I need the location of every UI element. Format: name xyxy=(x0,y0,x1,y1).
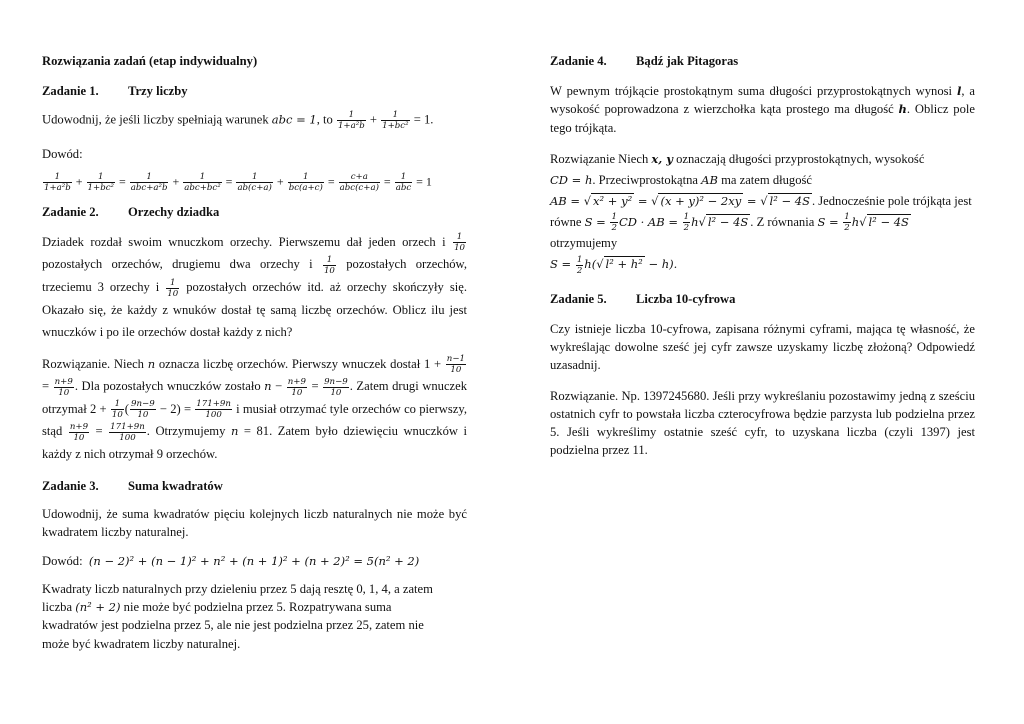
problem-1-statement: Udowodnij, że jeśli liczby spełniają warunek abc = 1, to $\frac{1}{\text{1+a²b}}$ + $\frac{1}{\text{1+bc²}}$ = 1. xyxy=(42,110,434,132)
problem-3-text-2b: nie może być podzielna przez 5. Rozpatrywana suma xyxy=(123,600,392,615)
problem-3-proof-formula: (n − 2)² + (n − 1)² + n² + (n + 1)² + (n + 2)² = 5(n² + 2) xyxy=(88,553,420,568)
problem-5-heading xyxy=(550,290,975,308)
problem-4-formula-cd: CD = h xyxy=(550,172,593,187)
problem-2-solution-text-3b: i musiał otrzymać tyle orzechów xyxy=(236,401,401,416)
problem-2-solution-text-4b: . Otrzymujemy xyxy=(146,424,226,439)
problem-2-text: Dziadek rozdał swoim wnuczkom orzechy. Pierwszemu dał jeden orzech i xyxy=(42,234,446,249)
problem-2-text-4: trzeciemu 3 orzechy i xyxy=(42,280,160,295)
problem-2-text-3: pozostałych orzechów, xyxy=(346,257,467,272)
problem-3-heading xyxy=(42,477,467,495)
problem-4-solution-text-2b: ma zatem długość xyxy=(721,172,813,187)
problem-3-number: Zadanie 3. xyxy=(42,479,99,494)
problem-2-solution-text-2: . Dla pozostałych wnuczków zostało xyxy=(74,379,261,394)
problem-4-solution: Rozwiązanie Niech x, y oznaczają długości przyprostokątnych, wysokość CD = h. Przeciwprostokątna AB ma zatem długość AB = √ x² + y² = √ (x + y)² − 2xy = √ l² − 4S . Jednocześnie pole trójkąta jest równe S = $\frac{1}{2}$ CD · AB = $\frac{1}{2}$ h√ l² − 4S . Z równania S = $\frac{1}{2}$ h√ l² − 4S otrzymujemy S = $\frac{1}{2}$ h(√ l² + h² − h). xyxy=(550,151,972,276)
problem-4-var-l: l xyxy=(956,84,962,99)
problem-2-solution-text-4: co pierwszy, stąd xyxy=(42,401,467,439)
problem-4-solution-text-3b: . Jednocześnie pole trójkąta jest xyxy=(811,193,972,208)
problem-4-solution-text-2: . Przeciwprostokątna xyxy=(592,172,698,187)
left-column xyxy=(42,52,467,653)
problem-3-text-4: może być kwadratem liczby naturalnej. xyxy=(42,636,241,651)
problem-5-statement: Czy istnieje liczba 10-cyfrowa, zapisana różnymi cyframi, mająca tę własność, że wykreślając dowolne sześć jej cyfr zawsze uzyskamy liczbę złożoną? Odpowiedź uzasadnij. xyxy=(550,322,975,373)
problem-1-text: Udowodnij, że jeśli liczby spełniają warunek xyxy=(42,112,269,127)
fraction: $\frac{1}{\text{1+a²b}}$ xyxy=(337,110,365,132)
document-title: Rozwiązania zadań (etap indywidualny) xyxy=(42,54,258,68)
problem-4-solution-text-b: oznaczają długości przyprostokątnych, wysokość xyxy=(676,151,925,166)
problem-3-name: Suma kwadratów xyxy=(128,479,223,494)
problem-2-number: Zadanie 2. xyxy=(42,204,99,219)
problem-3-proof xyxy=(42,552,467,570)
problem-4-solution-text-4a: równe xyxy=(550,214,582,229)
problem-4-solution-text-4b: . Z równania xyxy=(750,214,815,229)
problem-2-heading xyxy=(42,203,467,221)
problem-4-solution-text-4c: otrzymujemy xyxy=(550,236,618,251)
problem-1-text-b: , to xyxy=(316,112,333,127)
problem-3-text-2a: liczba xyxy=(42,600,73,615)
problem-5-name: Liczba 10-cyfrowa xyxy=(636,291,736,306)
problem-2-solution: Rozwiązanie. Niech n oznacza liczbę orzechów. Pierwszy wnuczek dostał 1 + $\frac{n-1}{10}$ = $\frac{n+9}{10}$ . Dla pozostałych wnuczków zostało n − $\frac{n+9}{10}$ = $\frac{9n-9}{10}$ . Zatem drugi wnuczek otrzymał 2 + $\frac{1}{10}$ ( $\frac{9n-9}{10}$ − 2) = $\frac{171+9n}{100}$ i musiał otrzymać tyle orzechów co pierwszy, stąd $\frac{n+9}{10}$ = $\frac{171+9n}{100}$ . Otrzymujemy n = 81. Zatem było dziewięciu wnuczków i każdy z nich otrzymał 9 orzechów. xyxy=(42,354,468,462)
problem-2-text-5: pozostałych orzechów itd. aż orzechy skończyły się. Okazało się, że każdy z wnuków dostał tę samą liczbę orzechów. Oblicz ilu jest wnuczków i po ile orzechów dostał każdy z nich? xyxy=(42,280,467,339)
problem-2-solution-text-5: wnuczków i każdy z nich otrzymał 9 orzechów. xyxy=(42,424,468,462)
problem-2-name: Orzechy dziadka xyxy=(128,204,220,219)
problem-2-solution-text-2b: . Zatem drugi xyxy=(349,379,419,394)
problem-4-number: Zadanie 4. xyxy=(550,54,607,68)
problem-2-solution-text-4c: . Zatem było dziewięciu xyxy=(269,424,398,439)
problem-3-text-3: kwadratów jest podzielna przez 5, ale nie jest podzielna przez 25, zatem nie xyxy=(42,618,424,633)
problem-1-proof-label: Dowód: xyxy=(42,147,83,162)
problem-1-condition: abc = 1 xyxy=(271,112,317,127)
problem-4-var-ab: AB xyxy=(701,172,718,187)
problem-2-solution-text-b: oznacza liczbę orzechów. Pierwszy wnuczek dostał xyxy=(158,356,421,371)
problem-4-text: W pewnym trójkącie prostokątnym suma długości przyprostokątnych wynosi xyxy=(550,84,953,99)
problem-4-statement xyxy=(550,82,975,137)
problem-4-var-h: h xyxy=(898,102,907,117)
problem-3-statement: Udowodnij, że suma kwadratów pięciu kolejnych liczb naturalnych nie może być kwadratem liczby naturalnej. xyxy=(42,507,467,540)
problem-4-text-b: , a wysokość poprowadzona z wierzchołka kąta prostego ma długość xyxy=(550,84,975,117)
problem-1-proof: $\frac{1}{\text{1+a²b}}$ + $\frac{1}{\text{1+bc²}}$ = 1 abc+a²b + 1 abc+bc² = $\frac{1}{ab(c+a)}$ + $\frac{1}{bc(a+c)}$ = c+a abc(c+a) = 1 abc = 1 xyxy=(44,171,432,193)
problem-2-text-2: pozostałych orzechów, drugiemu dwa orzechy i xyxy=(42,257,313,272)
problem-3-text-2 xyxy=(42,598,467,616)
problem-3-text-2-formula: (n² + 2) xyxy=(75,600,121,615)
problem-1-name: Trzy liczby xyxy=(128,84,188,99)
fraction: $\frac{1}{\text{1+bc²}}$ xyxy=(382,110,409,132)
problem-3-proof-label: Dowód: xyxy=(42,553,83,568)
problem-4-vars: x, y xyxy=(651,151,673,166)
problem-1-number: Zadanie 1. xyxy=(42,84,99,99)
problem-2-solution-text: Rozwiązanie. Niech xyxy=(42,356,144,371)
problem-4-name: Bądź jak Pitagoras xyxy=(636,54,739,68)
problem-1-heading xyxy=(42,82,467,100)
right-column xyxy=(550,52,975,459)
problem-5-solution: Rozwiązanie. Np. 1397245680. Jeśli przy wykreślaniu pozostawimy jedną z sześciu ostatnich cyfr to powstała liczba czterocyfrowa będzie parzysta lub podzielna przez 5. Jeśli wykreślimy ostatnie sześć cyfr, to uzyskana liczba (czyli 1397) jest podzielna przez 11. xyxy=(550,388,975,458)
problem-2-solution-text-3: wnuczek otrzymał xyxy=(42,379,468,416)
problem-4-text-c: . Oblicz pole tego trójkąta. xyxy=(550,102,975,135)
problem-4-solution-text: Rozwiązanie Niech xyxy=(550,151,649,166)
problem-2-statement: Dziadek rozdał swoim wnuczkom orzechy. Pierwszemu dał jeden orzech i $\frac{1}{10}$ pozostałych orzechów, drugiemu dwa orzechy i $\frac{1}{10}$ pozostałych orzechów, trzeciemu 3 orzechy i $\frac{1}{10}$ pozostałych orzechów itd. aż orzechy skończyły się. Okazało się, że każdy z wnuków dostał tę samą liczbę orzechów. Oblicz ilu jest wnuczków i po ile orzechów dostał każdy z nich? xyxy=(42,232,467,339)
problem-5-number: Zadanie 5. xyxy=(550,291,607,306)
problem-3-text-1: Kwadraty liczb naturalnych przy dzieleniu przez 5 dają resztę 0, 1, 4, a zatem xyxy=(42,581,433,596)
problem-4-heading xyxy=(550,52,975,70)
